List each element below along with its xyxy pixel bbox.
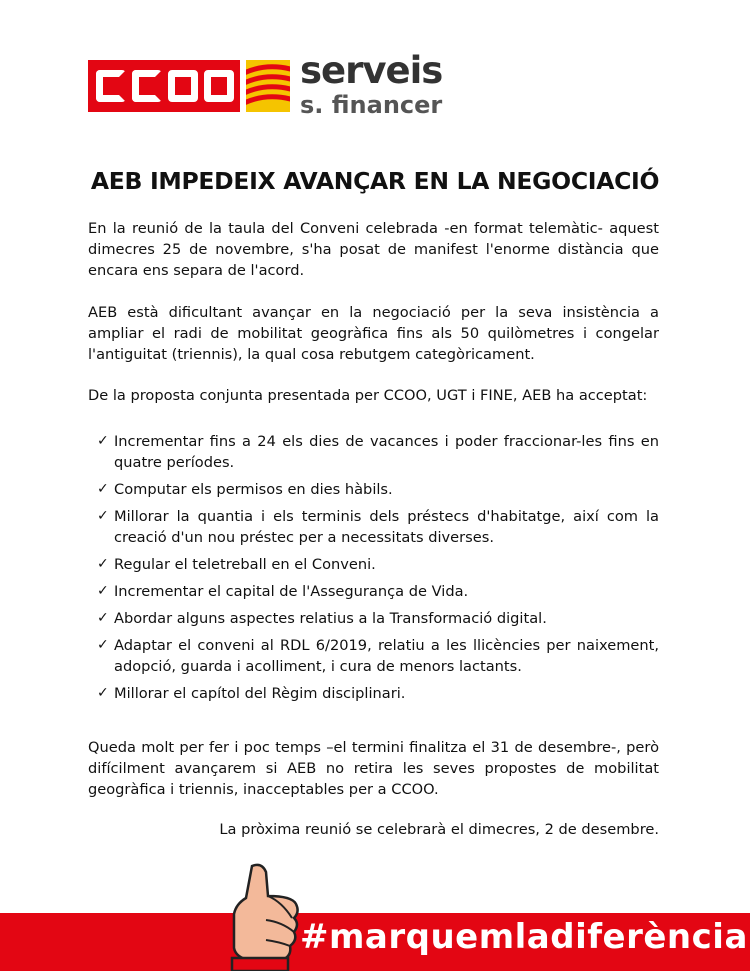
check-icon: ✓ <box>97 610 109 626</box>
thumbs-up-icon <box>222 862 304 971</box>
check-icon: ✓ <box>97 583 109 599</box>
list-item: ✓ Abordar alguns aspectes relatius a la Transformació digital. <box>97 610 547 627</box>
check-icon: ✓ <box>97 685 109 701</box>
logo-text-serveis: serveis <box>300 49 443 92</box>
list-item: ✓ Millorar el capítol del Règim disciplinari. <box>97 685 406 702</box>
check-icon: ✓ <box>97 508 109 524</box>
closing-paragraph: Queda molt per fer i poc temps –el termini finalitza el 31 de desembre-, però difícilment avançarem si AEB no retira les seves propostes de mobilitat geogràfica i triennis, inacceptables per a CCOO. <box>88 739 659 798</box>
logo-text-financer: s. financer <box>300 91 443 119</box>
list-item: ✓ Regular el teletreball en el Conveni. <box>97 556 376 573</box>
list-item: ✓ Incrementar fins a 24 els dies de vacances i poder fraccionar-les fins en quatre períodes. <box>97 433 659 471</box>
accepted-intro-paragraph: De la proposta conjunta presentada per CCOO, UGT i FINE, AEB ha acceptat: <box>88 387 648 404</box>
list-item: ✓ Adaptar el conveni al RDL 6/2019, relatiu a les llicències per naixement, adopció, guarda i acolliment, i cura de menors lactants. <box>97 637 659 675</box>
catalan-flag-icon <box>246 60 290 112</box>
ccoo-serveis-logo <box>88 49 448 119</box>
page-title: AEB IMPEDEIX AVANÇAR EN LA NEGOCIACIÓ <box>90 167 660 195</box>
accepted-items-list <box>97 431 659 710</box>
next-meeting-note: La pròxima reunió se celebrarà el dimecres, 2 de desembre. <box>219 821 659 838</box>
list-item: ✓ Computar els permisos en dies hàbils. <box>97 481 393 498</box>
footer-hashtag: #marquemladiferència <box>300 917 748 957</box>
list-item: ✓ Millorar la quantia i els terminis dels préstecs d'habitatge, així com la creació d'un nou préstec per a necessitats diverses. <box>97 508 659 546</box>
ccoo-brand-mark <box>88 60 240 112</box>
list-item: ✓ Incrementar el capital de l'Assegurança de Vida. <box>97 583 469 600</box>
check-icon: ✓ <box>97 556 109 572</box>
intro-paragraph: En la reunió de la taula del Conveni celebrada -en format telemàtic- aquest dimecres 25 de novembre, s'ha posat de manifest l'enorme distància que encara ens separa de l'acord. <box>88 220 659 279</box>
aeb-position-paragraph: AEB està dificultant avançar en la negociació per la seva insistència a ampliar el radi de mobilitat geogràfica fins als 50 quilòmetres i congelar l'antiguitat (triennis), la qual cosa rebutgem categòricament. <box>88 304 659 363</box>
check-icon: ✓ <box>97 433 109 449</box>
check-icon: ✓ <box>97 637 109 653</box>
check-icon: ✓ <box>97 481 109 497</box>
